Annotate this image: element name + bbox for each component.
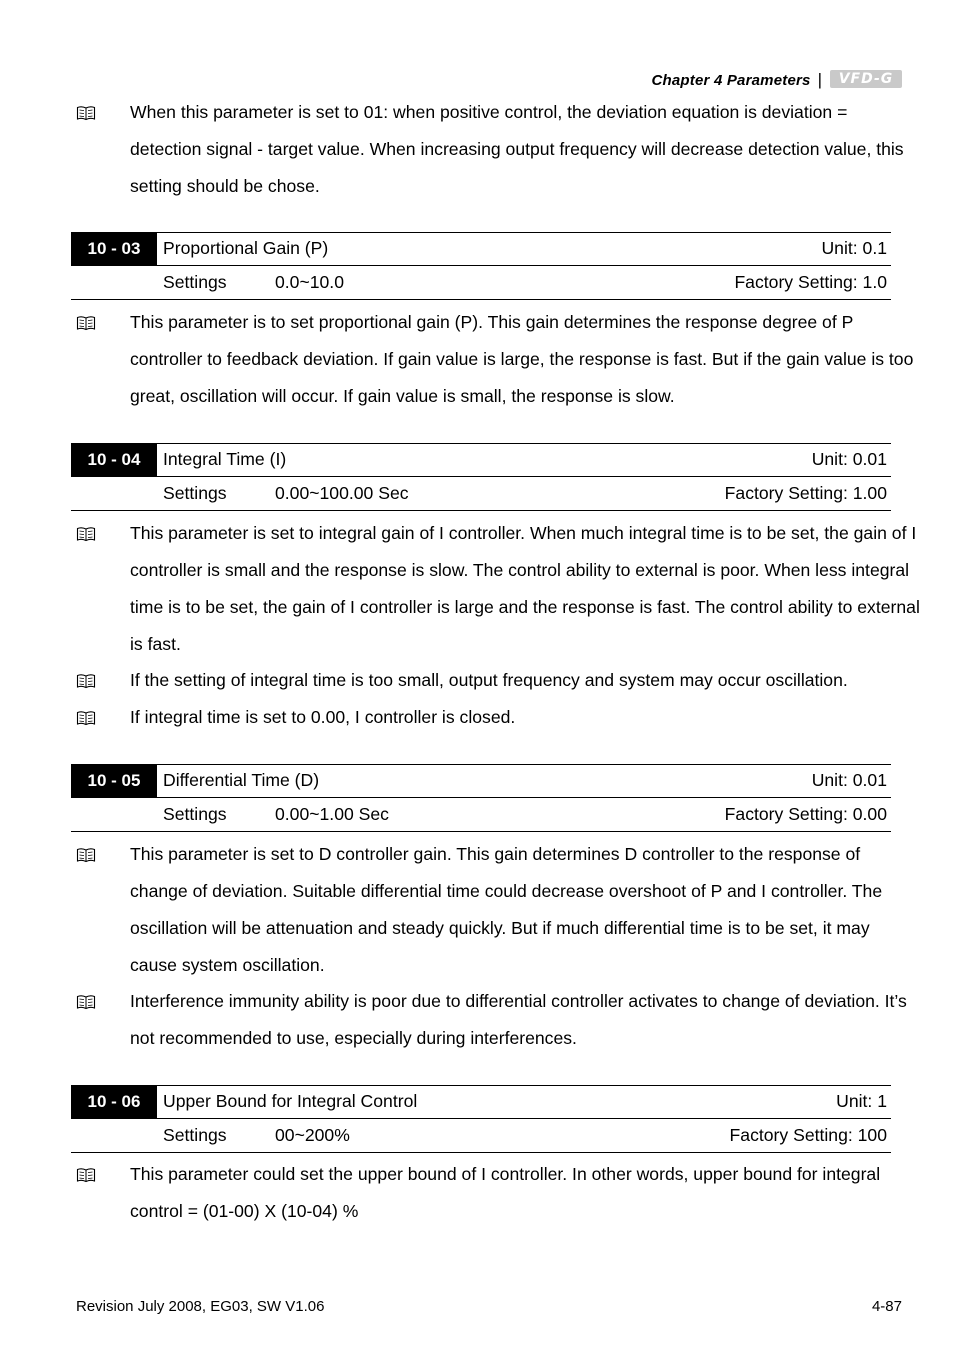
note-paragraph: This parameter is to set proportional gain (P). This gain determines the response degree of P controller to feedback deviation. If gain value is large, the response is fast. But if the gain value is too great, oscillation will occur. If gain value is small, the response is slow. bbox=[130, 312, 914, 406]
parameter-id: 10 - 06 bbox=[71, 1085, 157, 1118]
parameter-block-10-04 bbox=[71, 443, 891, 511]
note-paragraph: This parameter is set to integral gain of I controller. When much integral time is to be set, the gain of I controller is small and the response is slow. The control ability to external is poor. When less integral time is to be set, the gain of I controller is large and the response is fast. The control ability to external is fast. bbox=[130, 523, 920, 654]
settings-label: Settings bbox=[163, 804, 227, 824]
factory-setting: Factory Setting: 100 bbox=[729, 1125, 887, 1145]
footer-revision: Revision July 2008, EG03, SW V1.06 bbox=[76, 1298, 325, 1315]
note-paragraph: If integral time is set to 0.00, I controller is closed. bbox=[130, 707, 516, 727]
book-icon bbox=[76, 526, 96, 542]
book-icon bbox=[76, 315, 96, 331]
parameter-id: 10 - 04 bbox=[71, 443, 157, 476]
factory-setting: Factory Setting: 0.00 bbox=[724, 804, 887, 824]
parameter-name: Upper Bound for Integral Control bbox=[163, 1091, 418, 1111]
parameter-unit: Unit: 0.01 bbox=[811, 449, 887, 469]
divider bbox=[71, 831, 891, 832]
settings-label: Settings bbox=[163, 272, 227, 292]
book-icon bbox=[76, 105, 96, 121]
book-icon bbox=[76, 710, 96, 726]
parameter-name: Proportional Gain (P) bbox=[163, 238, 329, 258]
book-icon bbox=[76, 994, 96, 1010]
parameter-id: 10 - 05 bbox=[71, 764, 157, 797]
factory-setting: Factory Setting: 1.00 bbox=[724, 483, 887, 503]
settings-label: Settings bbox=[163, 483, 227, 503]
divider bbox=[71, 1152, 891, 1153]
settings-label: Settings bbox=[163, 1125, 227, 1145]
vfd-g-logo: VFD-G bbox=[830, 70, 902, 88]
note-paragraph: If the setting of integral time is too small, output frequency and system may occur oscillation. bbox=[130, 670, 848, 690]
book-icon bbox=[76, 1167, 96, 1183]
note-paragraph: This parameter could set the upper bound of I controller. In other words, upper bound for integral control = (01-00) X (10-04) % bbox=[130, 1164, 881, 1221]
settings-range: 0.0~10.0 bbox=[275, 272, 344, 292]
note-paragraph: Interference immunity ability is poor due to differential controller activates to change of deviation. It’s not recommended to use, especially during interferences. bbox=[130, 991, 907, 1048]
parameter-id: 10 - 03 bbox=[71, 232, 157, 265]
parameter-unit: Unit: 1 bbox=[836, 1091, 887, 1111]
parameter-unit: Unit: 0.01 bbox=[811, 770, 887, 790]
settings-range: 00~200% bbox=[275, 1125, 350, 1145]
parameter-block-10-06 bbox=[71, 1085, 891, 1153]
note-paragraph: This parameter is set to D controller gain. This gain determines D controller to the response of change of deviation. Suitable differential time could decrease overshoot of P and I controller. The oscillation will be attenuation and steady quickly. But if much differential time is to be set, it may cause system oscillation. bbox=[130, 844, 883, 975]
book-icon bbox=[76, 673, 96, 689]
chapter-title: Chapter 4 Parameters bbox=[651, 71, 811, 89]
divider bbox=[71, 299, 891, 300]
parameter-name: Integral Time (I) bbox=[163, 449, 287, 469]
parameter-block-10-05 bbox=[71, 764, 891, 832]
note-paragraph: When this parameter is set to 01: when positive control, the deviation equation is deviation = detection signal - target value. When increasing output frequency will decrease detection value, this setting should be chose. bbox=[130, 102, 904, 196]
parameter-block-10-03 bbox=[71, 232, 891, 300]
settings-range: 0.00~1.00 Sec bbox=[275, 804, 389, 824]
header-separator: | bbox=[817, 70, 822, 89]
page-header bbox=[652, 68, 903, 92]
parameter-unit: Unit: 0.1 bbox=[821, 238, 887, 258]
divider bbox=[71, 510, 891, 511]
settings-range: 0.00~100.00 Sec bbox=[275, 483, 409, 503]
parameter-name: Differential Time (D) bbox=[163, 770, 320, 790]
page-number: 4-87 bbox=[871, 1298, 902, 1315]
book-icon bbox=[76, 847, 96, 863]
factory-setting: Factory Setting: 1.0 bbox=[734, 272, 887, 292]
